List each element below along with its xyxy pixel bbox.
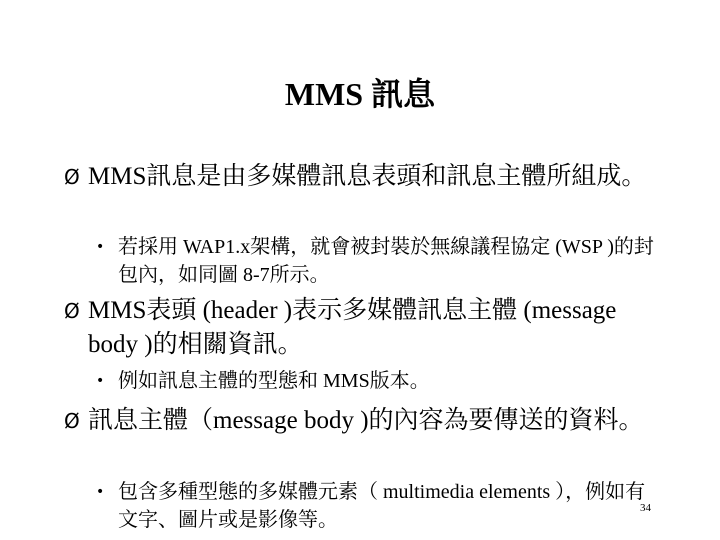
- bullet-text: MMS訊息是由多媒體訊息表頭和訊息主體所組成。: [88, 163, 647, 190]
- bullet-text: MMS表頭 (header )表示多媒體訊息主體 (message body )的相關資訊。: [88, 297, 617, 358]
- sub-bullet-item-3: [96, 478, 656, 534]
- sub-bullet-item-1: [96, 233, 656, 289]
- bullet-item-1: [64, 160, 654, 194]
- sub-bullet-item-2: [96, 367, 656, 395]
- bullet-item-3: [64, 404, 654, 438]
- page-number: 34: [640, 502, 651, 514]
- arrow-bullet-icon: Ø: [64, 299, 80, 323]
- slide-title: MMS 訊息: [284, 76, 436, 112]
- sub-bullet-text: 例如訊息主體的型態和 MMS版本。: [118, 370, 430, 392]
- dot-bullet-icon: •: [96, 239, 105, 255]
- sub-bullet-text: 若採用 WAP1.x架構，就會被封裝於無線議程協定 (WSP )的封包內，如同圖 8-7所示。: [118, 236, 654, 286]
- dot-bullet-icon: •: [96, 373, 105, 389]
- bullet-item-2: [64, 294, 654, 362]
- bullet-text: 訊息主體（message body )的內容為要傳送的資料。: [88, 407, 644, 434]
- sub-bullet-text: 包含多種型態的多媒體元素（ multimedia elements ），例如有文字、圖片或是影像等。: [118, 481, 646, 531]
- arrow-bullet-icon: Ø: [64, 409, 80, 433]
- arrow-bullet-icon: Ø: [64, 165, 80, 189]
- dot-bullet-icon: •: [96, 484, 105, 500]
